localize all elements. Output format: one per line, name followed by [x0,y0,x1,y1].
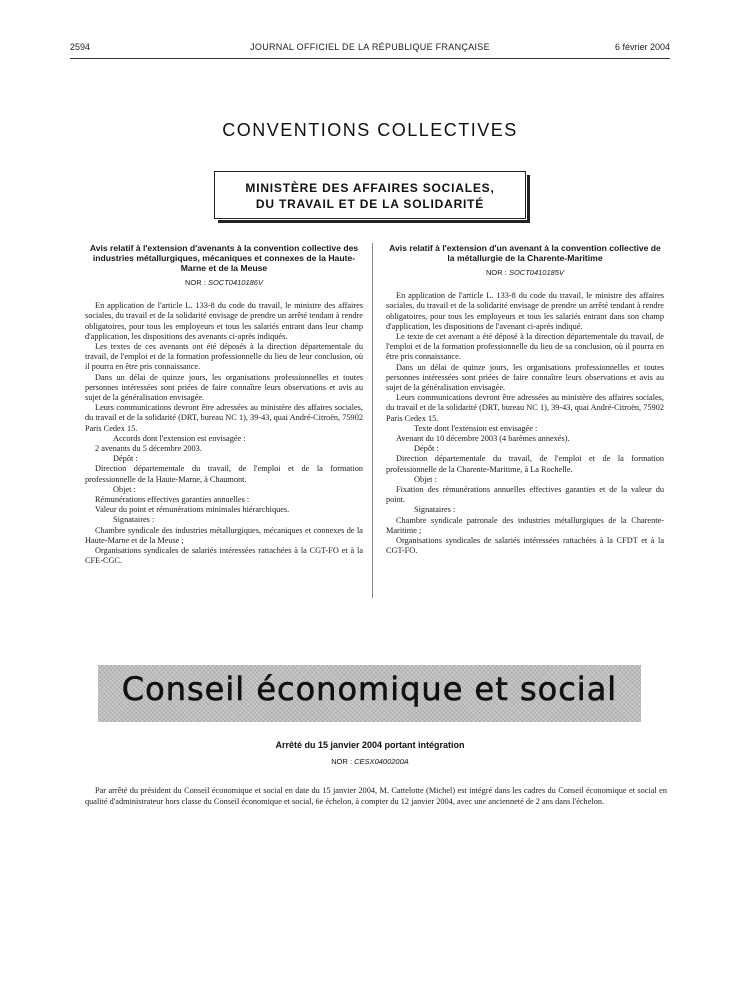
header-rule [70,58,670,59]
right-signataires-label: Signataires : [414,505,456,515]
arrete-nor-label: NOR : [331,757,355,766]
page-number: 2594 [70,42,91,52]
right-nor [386,268,664,278]
left-signataire-1: Chambre syndicale des industries métallurgiques, mécaniques et connexes de la Haute-Marne et de la Meuse ; [85,525,363,545]
left-paragraph-1: En application de l'article L. 133-8 du code du travail, le ministre des affaires sociales, du travail et de la solidarité envisage de prendre un arrêté tendant à rendre obligatoires, pour tous les employeurs et tous les salariés entrant dans leur champ d'application, les dispositions des avenants ci-après indiqués. [85,301,363,341]
right-paragraph-2: Le texte de cet avenant a été déposé à la direction départementale du travail, de l'emploi et de la formation professionnelle du lieu de sa conclusion, où il pourra en être pris connaissance. [386,332,664,362]
right-paragraph-1: En application de l'article L. 133-8 du code du travail, le ministre des affaires sociales, du travail et de la solidarité envisage de prendre un arrêté tendant à rendre obligatoires, pour tous les employeurs et tous les salariés entrant dans son champ d'application, les dispositions de l'avenant ci-après indiqué. [386,291,664,331]
ministry-line-1: MINISTÈRE DES AFFAIRES SOCIALES, [245,181,495,195]
ministry-line-2: DU TRAVAIL ET DE LA SOLIDARITÉ [255,197,485,211]
left-article-title: Avis relatif à l'extension d'avenants à la convention collective des industries métallurgiques, mécaniques et connexes de la Haute-Marne et de la Meuse [89,243,359,273]
conseil-title: Conseil économique et social [121,670,618,708]
left-article [85,243,363,566]
right-objet-label: Objet : [414,474,437,484]
right-article [386,243,664,556]
left-objet-label: Objet : [113,484,136,494]
left-objet-line-2: Valeur du point et rémunérations minimales hiérarchiques. [95,505,290,515]
right-nor-code: SOCT0410185V [508,268,564,277]
right-texte-label: Texte dont l'extension est envisagée : [414,423,538,433]
right-article-title: Avis relatif à l'extension d'un avenant à la convention collective de la métallurgie de la Charente-Maritime [389,243,661,263]
right-depot-label: Dépôt : [414,444,439,454]
right-depot-value: Direction départementale du travail, de l'emploi et de la formation professionnelle de la Charente-Maritime, à La Rochelle. [386,454,664,474]
arrete-nor [70,757,670,766]
conseil-banner [98,665,641,722]
left-objet-line-1: Rémunérations effectives garanties annuelles : [95,495,250,505]
left-paragraph-2: Les textes de ces avenants ont été déposés à la direction départementale du travail, de l'emploi et de la formation professionnelle du lieu de leur conclusion, où il pourra en être pris connaissance. [85,342,363,372]
right-nor-label: NOR : [486,268,509,277]
arrete-nor-code: CESX0400200A [354,757,409,766]
right-signataire-2: Organisations syndicales de salariés intéressées rattachées à la CFDT et à la CGT-FO. [386,536,664,556]
journal-title: JOURNAL OFFICIEL DE LA RÉPUBLIQUE FRANÇAISE [250,42,490,52]
ministry-box [214,171,526,219]
left-nor-label: NOR : [185,278,208,287]
running-header [70,42,670,56]
left-nor [85,278,363,288]
right-texte-value: Avenant du 10 décembre 2003 (4 barèmes annexés). [396,434,570,444]
right-signataire-1: Chambre syndicale patronale des industries métallurgiques de la Charente-Maritime ; [386,515,664,535]
left-signataires-label: Signataires : [113,515,155,525]
arrete-title: Arrêté du 15 janvier 2004 portant intégration [275,740,465,750]
left-accords-label: Accords dont l'extension est envisagée : [113,433,246,443]
arrete-body: Par arrêté du président du Conseil économique et social en date du 15 janvier 2004, M. Cattelotte (Michel) est intégré dans les cadres du Conseil économique et social en qualité d'administrateur hors classe du Conseil économique et social, 6e échelon, à compter du 12 janvier 2004, avec une ancienneté de 2 ans dans l'échelon. [85,786,667,806]
left-paragraph-3: Dans un délai de quinze jours, les organisations professionnelles et toutes personnes intéressées sont priées de faire connaître leurs observations et avis au sujet de la généralisation envisagée. [85,372,363,403]
right-paragraph-3: Dans un délai de quinze jours, les organisations professionnelles et toutes personnes intéressées sont priées de faire connaître leurs observations et avis au sujet de la généralisation envisagée. [386,362,664,393]
issue-date: 6 février 2004 [614,42,670,52]
right-paragraph-4: Leurs communications devront être adressées au ministère des affaires sociales, du travail et de la solidarité (DRT, bureau NC 1), 39-43, quai André-Citroën, 75902 Paris Cedex 15. [386,393,664,423]
section-title: CONVENTIONS COLLECTIVES [222,120,518,140]
column-separator [372,243,373,598]
left-signataire-2: Organisations syndicales de salariés intéressées rattachées à la CGT-FO et à la CFE-CGC. [85,546,363,566]
left-accords-value: 2 avenants du 5 décembre 2003. [95,444,202,454]
left-paragraph-4: Leurs communications devront être adressées au ministère des affaires sociales, du travail et de la solidarité (DRT, bureau NC 1), 39-43, quai André-Citroën, 75902 Paris Cedex 15. [85,403,363,433]
right-objet-value: Fixation des rémunérations annuelles effectives garanties et de la valeur du point. [386,485,664,505]
left-depot-label: Dépôt : [113,454,138,464]
left-depot-value: Direction départementale du travail, de l'emploi et de la formation professionnelle de la Haute-Marne, à Chaumont. [85,464,363,484]
left-nor-code: SOCT0410186V [207,278,263,287]
